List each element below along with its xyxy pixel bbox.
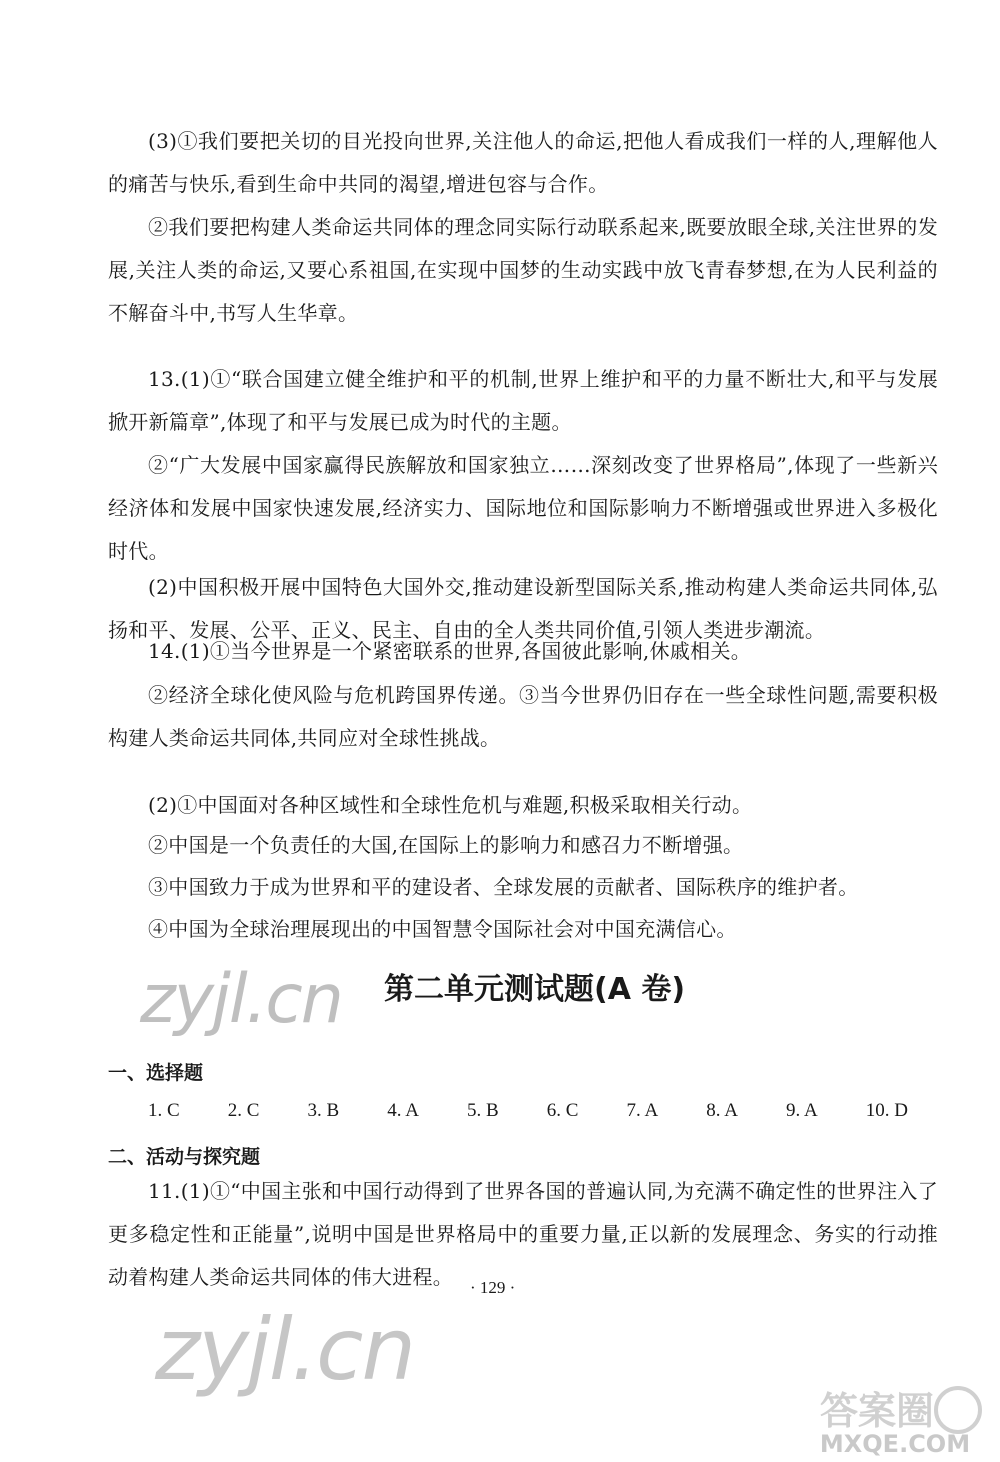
answer-item: 10. D [865, 1100, 908, 1121]
answer-item: 4. A [387, 1100, 419, 1121]
svg-text:答案圈: 答案圈 [820, 1389, 935, 1433]
answer-item: 2. C [227, 1100, 260, 1121]
answer-item: 6. C [546, 1100, 579, 1121]
answer-item: 1. C [148, 1100, 180, 1121]
paragraph-13-2: ②“广大发展中国家赢得民族解放和国家独立……深刻改变了世界格局”,体现了一些新兴经济体和发展中国家快速发展,经济实力、国际地位和国际影响力不断增强或世界进入多极化时代。 [108, 453, 938, 563]
page-number: · 129 · [470, 1278, 516, 1297]
corner-watermark-url: MXQE.COM [819, 1430, 971, 1458]
paragraph-3-1: (3)①我们要把关切的目光投向世界,关注他人的命运,把他人看成我们一样的人,理解他人的痛苦与快乐,看到生命中共同的渴望,增进包容与合作。 [108, 129, 938, 196]
unit-heading [140, 960, 700, 1040]
corner-watermark-logo [800, 1380, 990, 1458]
paragraph-14-6: ④中国为全球治理展现出的中国智慧令国际社会对中国充满信心。 [148, 917, 737, 941]
paragraph-14-2: ②经济全球化使风险与危机跨国界传递。③当今世界仍旧存在一些全球性问题,需要积极构建人类命运共同体,共同应对全球性挑战。 [108, 683, 938, 750]
paragraph-14-3: (2)①中国面对各种区域性和全球性危机与难题,积极采取相关行动。 [148, 793, 753, 817]
paragraph-14-5: ③中国致力于成为世界和平的建设者、全球发展的贡献者、国际秩序的维护者。 [148, 875, 859, 899]
paragraph-14-4: ②中国是一个负责任的大国,在国际上的影响力和感召力不断增强。 [148, 833, 744, 857]
watermark-logo: zyjl.cn [140, 960, 342, 1039]
section-choice-title: 一、选择题 [108, 1062, 204, 1084]
answer-item: 7. A [626, 1100, 659, 1121]
section-activity-title: 二、活动与探究题 [108, 1146, 261, 1168]
watermark-bottom: zyjl.cn [155, 1300, 414, 1400]
unit-title: 第二单元测试题(A 卷) [384, 972, 686, 1007]
paragraph-3-2: ②我们要把构建人类命运共同体的理念同实际行动联系起来,既要放眼全球,关注世界的发展,关注人类的命运,又要心系祖国,在实现中国梦的生动实践中放飞青春梦想,在为人民利益的不解奋斗中,书写人生华章。 [108, 215, 938, 325]
answer-item: 5. B [467, 1100, 499, 1121]
answer-item: 3. B [307, 1100, 340, 1121]
paragraph-13-1: 13.(1)①“联合国建立健全维护和平的机制,世界上维护和平的力量不断壮大,和平与发展掀开新篇章”,体现了和平与发展已成为时代的主题。 [108, 367, 938, 434]
paragraph-14-1: 14.(1)①当今世界是一个紧密联系的世界,各国彼此影响,休戚相关。 [148, 639, 752, 663]
paragraph-13-3: (2)中国积极开展中国特色大国外交,推动建设新型国际关系,推动构建人类命运共同体,弘扬和平、发展、公平、正义、民主、自由的全人类共同价值,引领人类进步潮流。 [108, 575, 938, 642]
answer-item: 8. A [706, 1100, 738, 1121]
answer-item: 9. A [786, 1100, 818, 1121]
paragraph-11-1: 11.(1)①“中国主张和中国行动得到了世界各国的普遍认同,为充满不确定性的世界注入了更多稳定性和正能量”,说明中国是世界格局中的重要力量,正以新的发展理念、务实的行动推动着构建人类命运共同体的伟大进程。 [108, 1179, 938, 1289]
answer-list [148, 1100, 908, 1122]
